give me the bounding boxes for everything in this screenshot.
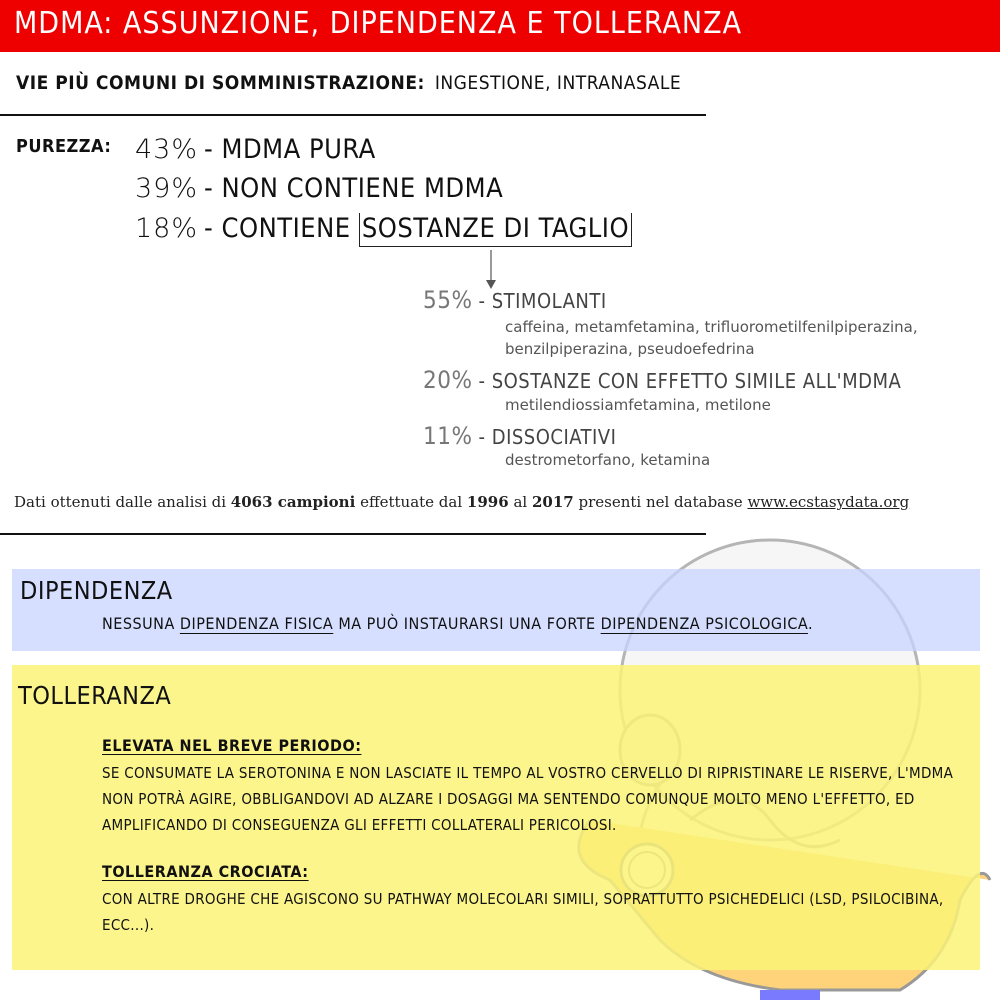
dipendenza-fragment: MA PUÒ INSTAURARSI UNA FORTE xyxy=(333,614,601,633)
purity-row xyxy=(135,173,503,204)
cross-tolerance-text: CON ALTRE DROGHE CHE AGISCONO SU PATHWAY MOLECOLARI SIMILI, SOPRATTUTTO PSICHEDELICI (LSD, PSILOCIBINA, ECC...). xyxy=(102,890,944,934)
cutting-text: - DISSOCIATIVI xyxy=(478,425,617,449)
purity-pct: 18% xyxy=(135,213,199,244)
purity-row xyxy=(135,134,376,165)
cutting-pct: 55% xyxy=(423,286,473,314)
example-line: metilendiossiamfetamina, metilone xyxy=(505,396,771,414)
source-link[interactable]: www.ecstasydata.org xyxy=(747,493,910,511)
cutting-text: - STIMOLANTI xyxy=(478,289,607,313)
purity-pct: 39% xyxy=(135,173,199,204)
page-title: MDMA: ASSUNZIONE, DIPENDENZA E TOLLERANZA xyxy=(14,6,743,41)
source-text: al xyxy=(508,493,532,511)
short-term-subheading: ELEVATA NEL BREVE PERIODO: xyxy=(102,736,362,755)
cutting-agents-box: SOSTANZE DI TAGLIO xyxy=(359,213,632,247)
dipendenza-fragment: NESSUNA xyxy=(102,614,180,633)
tolleranza-heading: TOLLERANZA xyxy=(18,681,172,710)
divider-top xyxy=(0,114,706,116)
cutting-row xyxy=(423,286,607,314)
purity-text: - MDMA PURA xyxy=(204,134,376,165)
source-samples: 4063 campioni xyxy=(230,493,356,511)
purity-label: PUREZZA: xyxy=(16,136,112,157)
source-year-start: 1996 xyxy=(466,493,509,511)
short-term-text: SE CONSUMATE LA SEROTONINA E NON LASCIATE IL TEMPO AL VOSTRO CERVELLO DI RIPRISTINARE LE RISERVE, L'MDMA NON POTRÀ AGIRE, OBBLIGANDOVI AD ALZARE I DOSAGGI MA SENTENDO COMUNQUE MOLTO MENO L'EFFETTO, ED AMPLIFICANDO DI CONSEGUENZA GLI EFFETTI COLLATERALI PERICOLOSI. xyxy=(102,764,954,834)
example-line: benzilpiperazina, pseudoefedrina xyxy=(505,340,755,358)
psychological-dependence: DIPENDENZA PSICOLOGICA xyxy=(600,614,808,633)
cutting-text: - SOSTANZE CON EFFETTO SIMILE ALL'MDMA xyxy=(478,369,902,393)
source-year-end: 2017 xyxy=(531,493,574,511)
physical-dependence: DIPENDENZA FISICA xyxy=(179,614,334,633)
example-line: destrometorfano, ketamina xyxy=(505,451,711,469)
routes-line xyxy=(16,72,681,94)
cross-tolerance-subheading: TOLLERANZA CROCIATA: xyxy=(102,862,309,881)
cutting-examples xyxy=(505,394,771,416)
source-text: Dati ottenuti dalle analisi di xyxy=(14,493,231,511)
source-text: effettuate dal xyxy=(355,493,467,511)
cutting-pct: 20% xyxy=(423,366,473,394)
example-line: caffeina, metamfetamina, trifluorometilfenilpiperazina, xyxy=(505,318,918,336)
dipendenza-fragment: . xyxy=(807,614,814,633)
purity-text: - NON CONTIENE MDMA xyxy=(204,173,504,204)
routes-label: VIE PIÙ COMUNI DI SOMMINISTRAZIONE: xyxy=(16,72,425,94)
cutting-row xyxy=(423,366,901,394)
dipendenza-heading: DIPENDENZA xyxy=(20,576,173,605)
source-note xyxy=(14,493,909,511)
arrow-down-icon xyxy=(484,250,498,290)
cutting-pct: 11% xyxy=(423,422,473,450)
cutting-examples xyxy=(505,316,918,360)
purity-pct: 43% xyxy=(135,134,199,165)
title-bar xyxy=(0,0,1000,52)
cutting-row xyxy=(423,422,616,450)
cutting-examples xyxy=(505,449,710,471)
purity-row xyxy=(135,213,632,244)
source-text: presenti nel database xyxy=(573,493,748,511)
dipendenza-text xyxy=(102,614,813,633)
routes-value: INGESTIONE, INTRANASALE xyxy=(434,72,682,94)
purity-text: - CONTIENE xyxy=(204,213,351,244)
